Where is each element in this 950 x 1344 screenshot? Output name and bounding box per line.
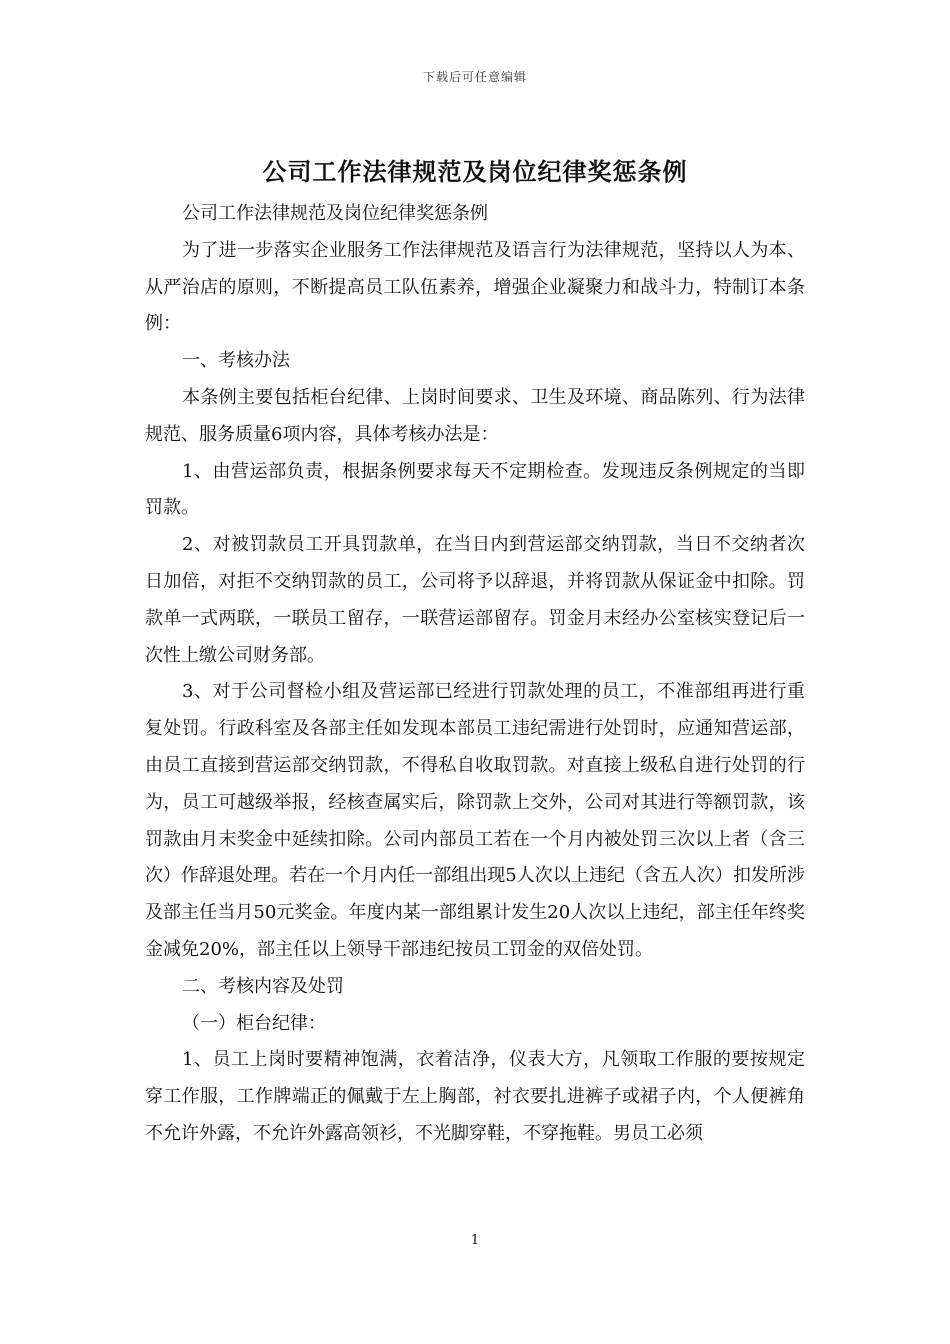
header-note: 下载后可任意编辑	[422, 70, 527, 84]
section-heading: 二、考核内容及处罚	[182, 975, 344, 997]
paragraph: 公司工作法律规范及岗位纪律奖惩条例	[182, 203, 488, 224]
document-title: 公司工作法律规范及岗位纪律奖惩条例	[262, 157, 688, 186]
document-body	[145, 196, 805, 1153]
list-item: 2、对被罚款员工开具罚款单，在当日内到营运部交纳罚款，当日不交纳者次日加倍，对拒不交纳罚款的员工，公司将予以辞退，并将罚款从保证金中扣除。罚款单一式两联，一联员工留存，一联营运部留存。罚金月末经办公室核实登记后一次性上缴公司财务部。	[145, 534, 805, 666]
list-item: 1、由营运部负责，根据条例要求每天不定期检查。发现违反条例规定的当即罚款。	[145, 460, 805, 519]
list-item: 1、员工上岗时要精神饱满，衣着洁净，仪表大方，凡领取工作服的要按规定穿工作服，工作牌端正的佩戴于左上胸部，衬衣要扎进裤子或裙子内，个人便裤角不允许外露，不允许外露高领衫，不光脚穿鞋，不穿拖鞋。男员工必须	[145, 1049, 805, 1144]
paragraph: 本条例主要包括柜台纪律、上岗时间要求、卫生及环境、商品陈列、行为法律规范、服务质量6项内容，具体考核办法是：	[145, 386, 805, 445]
section-heading: 一、考核办法	[182, 350, 290, 372]
page-number: 1	[470, 1233, 480, 1248]
subsection-heading: （一）柜台纪律：	[182, 1012, 326, 1034]
list-item: 3、对于公司督检小组及营运部已经进行罚款处理的员工，不准部组再进行重复处罚。行政科室及各部主任如发现本部员工违纪需进行处罚时，应通知营运部，由员工直接到营运部交纳罚款，不得私自收取罚款。对直接上级私自进行处罚的行为，员工可越级举报，经核查属实后，除罚款上交外，公司对其进行等额罚款，该罚款由月末奖金中延续扣除。公司内部员工若在一个月内被处罚三次以上者（含三次）作辞退处理。若在一个月内任一部组出现5人次以上违纪（含五人次）扣发所涉及部主任当月50元奖金。年度内某一部组累计发生20人次以上违纪，部主任年终奖金减免20%，部主任以上领导干部违纪按员工罚金的双倍处罚。	[145, 681, 805, 960]
paragraph: 为了进一步落实企业服务工作法律规范及语言行为法律规范，坚持以人为本、从严治店的原则，不断提高员工队伍素养，增强企业凝聚力和战斗力，特制订本条例：	[145, 239, 805, 335]
